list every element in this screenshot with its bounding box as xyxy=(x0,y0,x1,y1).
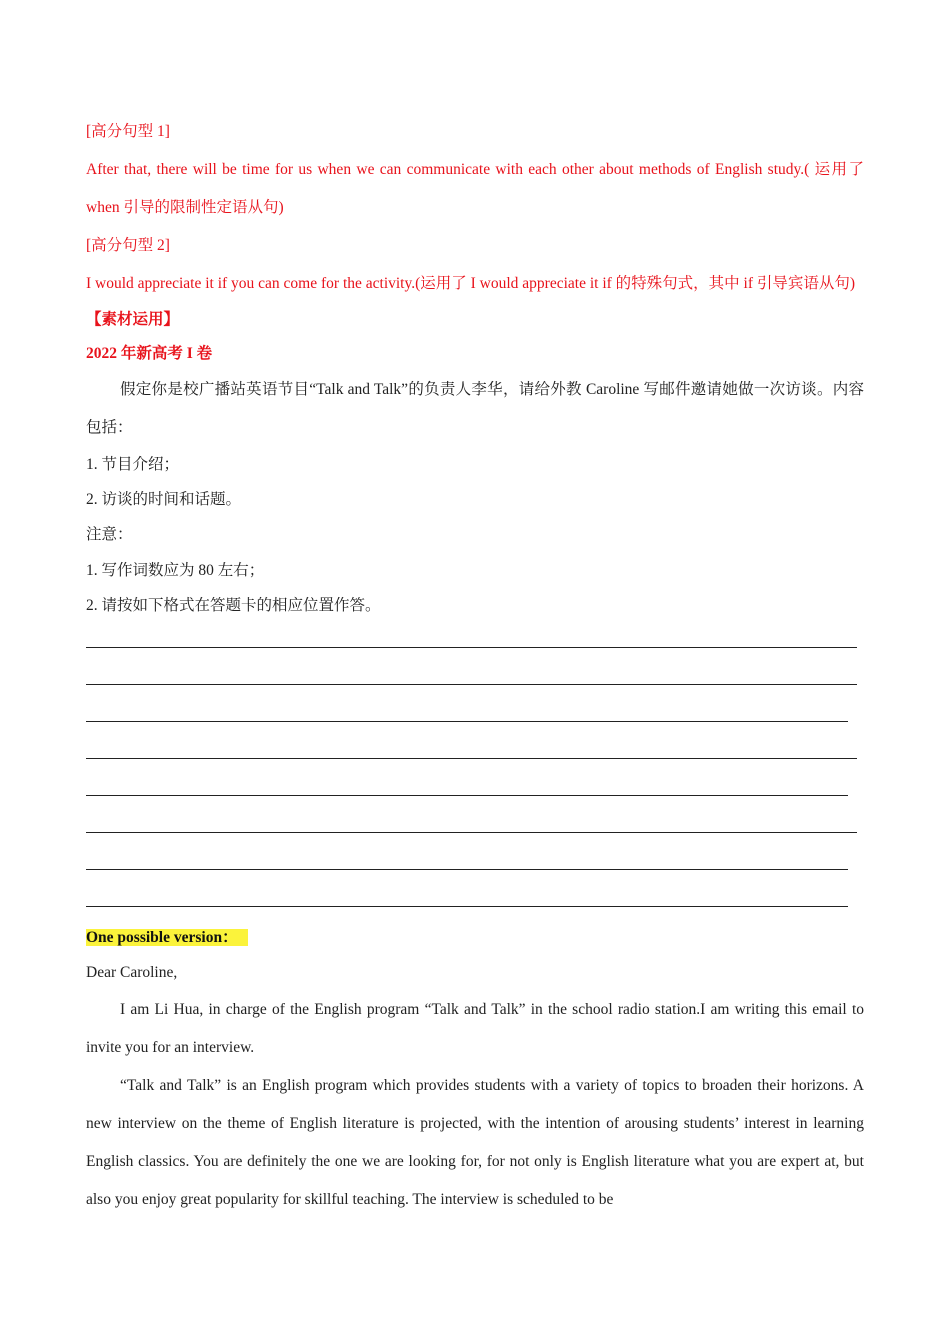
prompt-note-2: 2. 请按如下格式在答题卡的相应位置作答。 xyxy=(86,597,381,614)
high-score-sentence-2: I would appreciate it if you can come for the activity.(运用了 I would appreciate it if 的特殊句式，其中 if 引导宾语从句) xyxy=(86,275,856,292)
letter-paragraph-1: I am Li Hua, in charge of the English program “Talk and Talk” in the school radio station.I am writing this email to invite you for an interview. xyxy=(86,1001,864,1056)
exam-heading: 2022 年新高考 I 卷 xyxy=(86,345,213,362)
answer-line xyxy=(86,660,864,697)
prompt-item-1: 1. 节目介绍； xyxy=(86,456,180,473)
prompt-note-label: 注意： xyxy=(86,526,133,543)
version-label: One possible version： xyxy=(86,929,248,946)
page-content xyxy=(86,113,864,1219)
answer-line xyxy=(86,808,864,845)
high-score-sentence-2-label: [高分句型 2] xyxy=(86,237,170,254)
letter-paragraph-2: “Talk and Talk” is an English program which provides students with a variety of topics to broaden their horizons. A new interview on the theme of English literature is projected, with the intention of arousing students’ interest in learning English classics. You are definitely the one we are looking for, for not only is English literature what you are expert at, but also you enjoy great popularity for skillful teaching. The interview is scheduled to be xyxy=(86,1077,864,1208)
prompt-intro: 假定你是校广播站英语节目“Talk and Talk”的负责人李华，请给外教 Caroline 写邮件邀请她做一次访谈。内容包括： xyxy=(86,381,864,436)
answer-lines xyxy=(86,623,864,919)
letter-greeting: Dear Caroline, xyxy=(86,964,178,981)
high-score-sentence-1-label: [高分句型 1] xyxy=(86,123,170,140)
answer-line xyxy=(86,734,864,771)
prompt-note-1: 1. 写作词数应为 80 左右； xyxy=(86,562,265,579)
answer-line xyxy=(86,845,864,882)
answer-line xyxy=(86,882,864,919)
answer-line xyxy=(86,697,864,734)
material-heading: 【素材运用】 xyxy=(86,311,180,328)
high-score-sentence-1: After that, there will be time for us when we can communicate with each other about methods of English study.( 运用了 when 引导的限制性定语从句) xyxy=(86,161,864,216)
answer-line xyxy=(86,623,864,660)
prompt-item-2: 2. 访谈的时间和话题。 xyxy=(86,491,242,508)
answer-line xyxy=(86,771,864,808)
